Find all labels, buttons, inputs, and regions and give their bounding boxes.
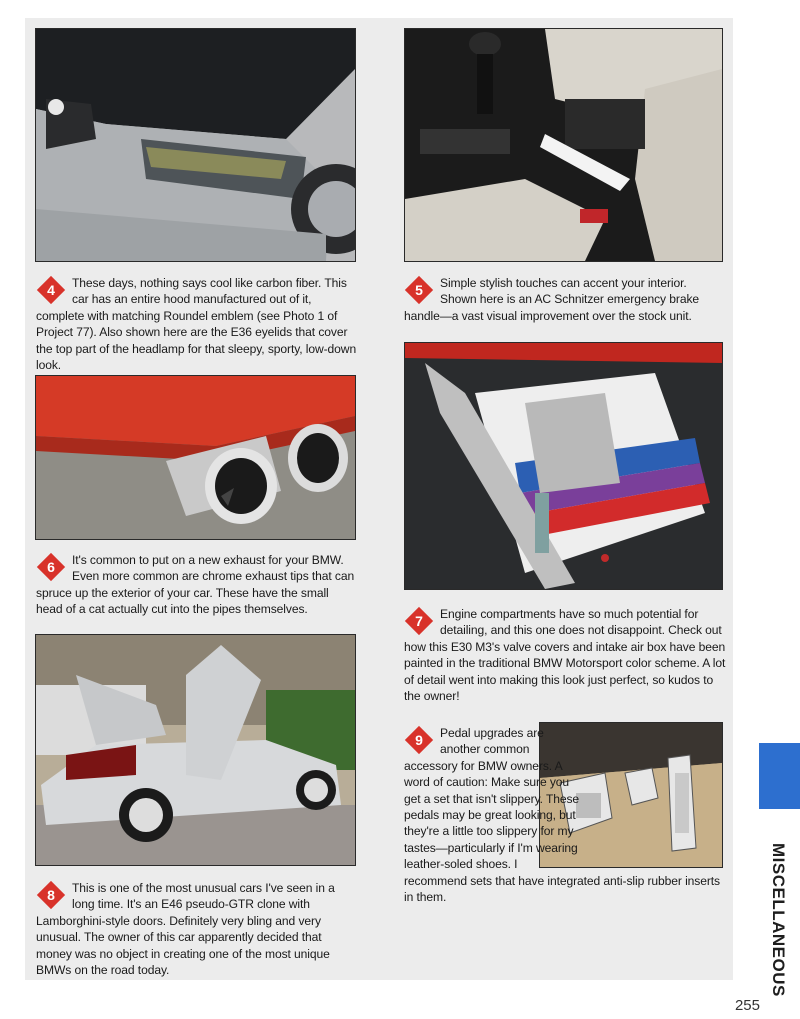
caption-9	[404, 725, 726, 905]
caption-7	[404, 606, 726, 704]
caption-badge: 8	[36, 880, 66, 910]
section-tab	[759, 743, 800, 809]
photo-engine-bay	[404, 342, 723, 590]
caption-4	[36, 275, 358, 373]
caption-badge: 4	[36, 275, 66, 305]
caption-badge: 5	[404, 275, 434, 305]
caption-text: These days, nothing says cool like carbon fiber. This car has an entire hood manufactured out of it, complete with matching Roundel emblem (see Photo 1 of Project 77). Also shown here are the E36 eyelids that cover the top part of the headlamp for that sleepy, sporty, low-down look.	[36, 276, 357, 373]
photo-exhaust-tips	[35, 375, 356, 540]
caption-text: It's common to put on a new exhaust for your BMW. Even more common are chrome exhaust tips that can spruce up the exterior of your car. These have the small head of a cat actually cut into the pipes themselves.	[36, 553, 355, 617]
page-number: 255	[734, 997, 760, 1014]
caption-6	[36, 552, 358, 618]
photo-spacer	[582, 725, 726, 871]
caption-text: This is one of the most unusual cars I've seen in a long time. It's an E46 pseudo-GTR clone with Lamborghini-style doors. Definitely very bling and very unusual. The owner of this car apparently decided that money was no object in creating one of the most unique BMWs on the road today.	[36, 881, 335, 978]
photo-carbon-hood	[35, 28, 356, 262]
caption-badge: 9	[404, 725, 434, 755]
caption-text: Pedal upgrades are another common accessory for BMW owners. A word of caution: Make sure you get a set that isn't slippery. These pedals may be great looking, but they're a little too slippery for my tastes—particularly if I'm wearing leather-soled shoes. I recommend sets that have integrated anti-slip rubber inserts in them.	[404, 726, 720, 905]
caption-5	[404, 275, 726, 324]
caption-text: Engine compartments have so much potential for detailing, and this one does not disappoint. Check out how this E30 M3's valve covers and intake air box have been painted in the traditional BMW Motorsport color scheme. A lot of detail went into making this look just perfect, so kudos to the owner!	[404, 607, 726, 704]
photo-interior-brake-handle	[404, 28, 723, 262]
caption-text: Simple stylish touches can accent your interior. Shown here is an AC Schnitzer emergency brake handle—a vast visual improvement over the stock unit.	[404, 276, 700, 323]
section-label: MISCELLANEOUS	[769, 843, 788, 997]
caption-badge: 6	[36, 552, 66, 582]
caption-badge: 7	[404, 606, 434, 636]
photo-e46-lambo-doors	[35, 634, 356, 866]
caption-8	[36, 880, 358, 978]
